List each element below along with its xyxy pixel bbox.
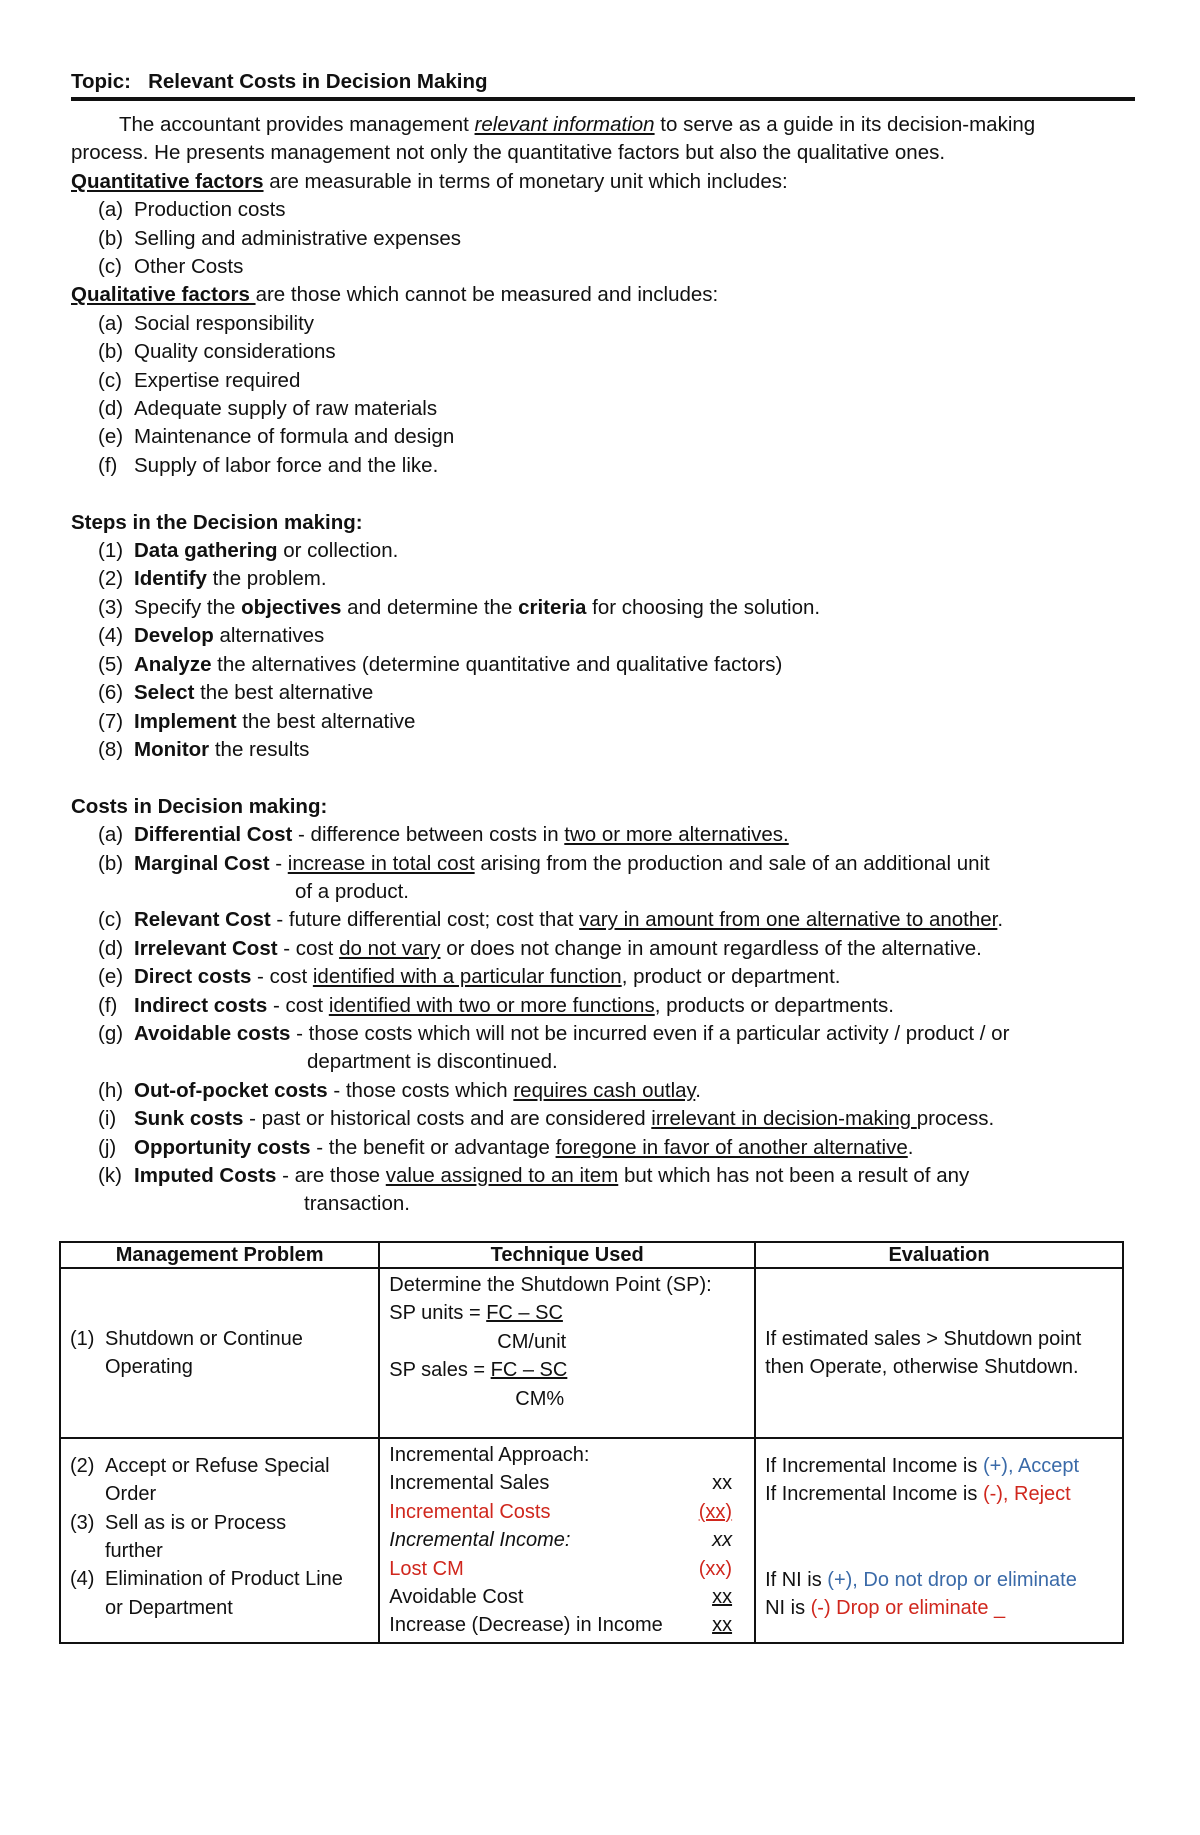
step-label: (4) [98, 624, 124, 648]
cost-item-indirect [71, 992, 1135, 1020]
step-label: (3) [98, 595, 124, 619]
cost-text: - past or historical costs and are considered [243, 1107, 652, 1131]
cost-item-relevant [71, 906, 1135, 934]
topic-title: Relevant Costs in Decision Making [148, 70, 488, 93]
row-value: xx [712, 1529, 733, 1552]
sp-sales-denominator: CM% [515, 1387, 565, 1410]
sp-sales-numerator: FC – SC [490, 1359, 568, 1382]
row-value: xx [712, 1614, 733, 1637]
decision-table [59, 1241, 1124, 1644]
step-keyword: Monitor [134, 737, 210, 761]
intro-paragraph-line2: process. He presents management not only the quantitative factors but also the qualitative ones. [71, 141, 946, 165]
step-text: Specify the [134, 595, 242, 619]
cost-item-differential [71, 821, 1135, 849]
evaluation-text: If NI is [765, 1568, 828, 1591]
row-label: Incremental Costs [389, 1500, 551, 1523]
list-item [71, 423, 1135, 451]
step-text: the problem. [206, 567, 327, 591]
cost-label: (d) [98, 936, 124, 960]
item-text: Selling and administrative expenses [134, 226, 462, 250]
qualitative-term: Qualitative factors [71, 283, 256, 307]
cost-underlined: value assigned to an item [385, 1164, 619, 1187]
cost-underlined: irrelevant in decision-making [651, 1107, 917, 1131]
item-text: Social responsibility [134, 311, 315, 335]
item-label: (c) [98, 255, 122, 279]
cost-item-imputed-cont: transaction. [304, 1192, 410, 1216]
evaluation-action: Drop or eliminate _ [830, 1597, 1006, 1620]
cost-label: (k) [98, 1164, 122, 1187]
evaluation-sign: (-) [982, 1483, 1003, 1506]
technique-row [389, 1498, 732, 1526]
cost-label: (f) [98, 993, 118, 1017]
cost-item-out-of-pocket [71, 1077, 1135, 1105]
quantitative-desc: are measurable in terms of monetary unit which includes: [263, 169, 788, 193]
step-keyword: objectives [241, 595, 342, 619]
cost-text: , product or department. [621, 965, 841, 989]
cost-label: (e) [98, 965, 124, 989]
sp-units-numerator: FC – SC [486, 1302, 563, 1325]
item-text: Other Costs [134, 255, 244, 279]
technique-heading: Incremental Approach: [389, 1444, 590, 1466]
cost-term: Irrelevant Cost [134, 936, 278, 960]
cost-text: , products or departments. [654, 993, 894, 1017]
row-label: Lost CM [389, 1557, 464, 1580]
item-label: (b) [98, 226, 124, 250]
list-item [71, 395, 1135, 423]
problem-text: Shutdown or Continue [105, 1327, 303, 1350]
cost-text: or does not change in amount regardless of the alternative. [440, 936, 982, 960]
step-text: the best alternative [236, 709, 416, 733]
cost-label: (a) [98, 823, 124, 847]
cost-underlined: identified with two or more functions [328, 993, 655, 1017]
intro-text: The accountant provides management [119, 113, 475, 136]
cost-term: Avoidable costs [134, 1021, 291, 1045]
step-item [71, 622, 1135, 650]
technique-row [389, 1583, 732, 1611]
problem-text: or Department [105, 1596, 233, 1619]
cost-item-irrelevant [71, 935, 1135, 963]
list-item [71, 253, 1135, 281]
step-item [71, 679, 1135, 707]
item-label: (e) [98, 425, 124, 449]
intro-paragraph-line1 [71, 111, 1135, 139]
problem-text: Elimination of Product Line [105, 1568, 343, 1591]
evaluation-text: If Incremental Income is [765, 1455, 983, 1477]
row-label: Increase (Decrease) in Income [389, 1614, 663, 1637]
list-item [71, 338, 1135, 366]
cost-underlined: requires cash outlay [513, 1078, 696, 1102]
cost-label: (h) [98, 1078, 124, 1102]
cost-label: (c) [98, 908, 122, 932]
qualitative-factors-heading [71, 281, 1135, 309]
item-label: (b) [98, 340, 124, 364]
cost-text: - the benefit or advantage [310, 1135, 556, 1159]
cost-item-imputed [71, 1162, 1135, 1190]
cost-underlined: two or more alternatives. [564, 823, 789, 847]
item-label: (f) [98, 453, 118, 477]
technique-row [389, 1526, 732, 1554]
cost-term: Differential Cost [134, 823, 293, 847]
technique-row [389, 1555, 732, 1583]
cost-item-direct [71, 963, 1135, 991]
list-item [71, 196, 1135, 224]
list-item [71, 452, 1135, 480]
cost-underlined: vary in amount from one alternative to another [579, 908, 998, 932]
document-page [71, 70, 1135, 1219]
cost-text: - difference between costs in [292, 823, 565, 847]
problem-text: Order [105, 1483, 157, 1506]
step-item [71, 708, 1135, 736]
list-item [71, 310, 1135, 338]
item-text: Supply of labor force and the like. [134, 453, 439, 477]
problem-label: (2) [70, 1454, 95, 1477]
technique-row [389, 1611, 732, 1639]
cost-underlined: foregone in favor of another alternative [555, 1135, 908, 1159]
cost-term: Indirect costs [134, 993, 268, 1017]
cost-term: Sunk costs [134, 1107, 244, 1131]
spacer [71, 764, 1135, 792]
step-keyword: Identify [134, 567, 207, 591]
cost-text: process. [916, 1107, 995, 1131]
evaluation-action: , Reject [1002, 1483, 1071, 1506]
cost-term: Opportunity costs [134, 1135, 311, 1159]
problem-text: further [105, 1540, 163, 1562]
cost-underlined: increase in total cost [287, 851, 475, 875]
cell-problem [60, 1438, 379, 1643]
step-label: (6) [98, 681, 124, 705]
cell-technique [379, 1268, 755, 1438]
header-evaluation: Evaluation [755, 1242, 1123, 1268]
evaluation-text: then Operate, otherwise Shutdown. [765, 1356, 1079, 1378]
topic-label: Topic: [71, 70, 131, 93]
step-text: the best alternative [194, 681, 374, 705]
evaluation-action: , Accept [1007, 1455, 1080, 1477]
cost-item-opportunity [71, 1134, 1135, 1162]
row-label: Incremental Income: [389, 1529, 571, 1552]
costs-heading [71, 793, 1135, 821]
intro-text-cont: to serve as a guide in its decision-making [654, 113, 1036, 136]
row-value: xx [712, 1586, 733, 1609]
cell-evaluation [755, 1438, 1123, 1643]
cost-label: (b) [98, 851, 124, 875]
row-value: (xx) [698, 1500, 733, 1523]
problem-text: Operating [105, 1356, 193, 1378]
step-keyword: Implement [134, 709, 237, 733]
cost-item-sunk [71, 1105, 1135, 1133]
step-text: the results [209, 737, 310, 761]
cost-underlined: do not vary [339, 936, 441, 960]
evaluation-reject [765, 1480, 1113, 1508]
evaluation-keep [765, 1566, 1113, 1594]
spacer [71, 480, 1135, 508]
evaluation-accept [765, 1452, 1113, 1480]
cost-text: - cost [277, 936, 340, 960]
problem-label: (4) [70, 1568, 95, 1591]
row-label: Incremental Sales [389, 1472, 550, 1495]
list-item [71, 225, 1135, 253]
costs-heading-text: Costs in Decision making: [71, 794, 328, 818]
cost-text: but which has not been a result of any [618, 1164, 970, 1187]
sp-sales-label: SP sales = [389, 1359, 491, 1382]
evaluation-text: If estimated sales > Shutdown point [765, 1327, 1082, 1350]
cost-text: . [695, 1078, 701, 1102]
step-keyword: Develop [134, 624, 214, 648]
item-label: (a) [98, 311, 124, 335]
step-item [71, 565, 1135, 593]
cost-label: (i) [98, 1107, 117, 1131]
step-keyword: Data gathering [134, 539, 278, 563]
sp-units-label: SP units = [389, 1302, 487, 1325]
cost-item-avoidable-cont: department is discontinued. [307, 1050, 558, 1074]
row-value: xx [712, 1472, 733, 1495]
step-item [71, 594, 1135, 622]
item-text: Production costs [134, 198, 286, 222]
step-text: for choosing the solution. [586, 595, 821, 619]
cost-text: - are those [276, 1164, 386, 1187]
relevant-information-emphasis: relevant information [474, 113, 655, 136]
step-keyword: Select [134, 681, 195, 705]
table-row-incremental [60, 1438, 1123, 1643]
cell-technique [379, 1438, 755, 1643]
row-value: (xx) [698, 1557, 733, 1580]
cost-item-avoidable [71, 1020, 1135, 1048]
cell-evaluation [755, 1268, 1123, 1438]
header-management-problem: Management Problem [60, 1242, 379, 1268]
qualitative-desc: are those which cannot be measured and includes: [255, 283, 719, 307]
step-text: and determine the [341, 595, 519, 619]
evaluation-text: If Incremental Income is [765, 1483, 983, 1506]
cost-text: - those costs which [327, 1078, 514, 1102]
cost-underlined: identified with a particular function [312, 965, 622, 989]
steps-heading [71, 509, 1135, 537]
cost-text: arising from the production and sale of an additional unit [474, 851, 990, 875]
step-label: (7) [98, 709, 124, 733]
cost-term: Imputed Costs [134, 1164, 277, 1187]
steps-heading-text: Steps in the Decision making: [71, 510, 363, 534]
cost-term: Out-of-pocket costs [134, 1078, 328, 1102]
step-text: or collection. [277, 539, 399, 563]
list-item [71, 367, 1135, 395]
cost-label: (g) [98, 1021, 124, 1045]
step-label: (5) [98, 652, 124, 676]
problem-label: (1) [70, 1327, 95, 1350]
evaluation-sign: (-) [810, 1597, 831, 1620]
quantitative-factors-heading [71, 168, 1135, 196]
cost-term: Relevant Cost [134, 908, 271, 932]
cost-term: Direct costs [134, 965, 252, 989]
technique-row [389, 1469, 732, 1497]
cost-text: - cost [251, 965, 313, 989]
step-text: alternatives [213, 624, 325, 648]
evaluation-text: NI is [765, 1597, 811, 1620]
step-item [71, 537, 1135, 565]
evaluation-action: , Do not drop or eliminate [852, 1568, 1077, 1591]
item-label: (d) [98, 397, 124, 421]
cost-label: (j) [98, 1135, 117, 1159]
step-label: (1) [98, 539, 124, 563]
problem-text: Sell as is or Process [105, 1511, 287, 1534]
evaluation-drop [765, 1594, 1113, 1622]
evaluation-sign: (+) [827, 1568, 853, 1591]
table-row-shutdown [60, 1268, 1123, 1438]
cost-text: . [907, 1135, 914, 1159]
cost-item-marginal-cont: of a product. [295, 879, 409, 903]
evaluation-sign: (+) [982, 1455, 1008, 1477]
item-label: (a) [98, 198, 124, 222]
cost-text: - those costs which will not be incurred even if a particular activity / product / or [290, 1021, 1010, 1045]
step-keyword: Analyze [134, 652, 212, 676]
technique-heading: Determine the Shutdown Point (SP): [389, 1274, 712, 1296]
step-keyword: criteria [518, 595, 587, 619]
item-label: (c) [98, 368, 122, 392]
step-item [71, 651, 1135, 679]
sp-units-denominator: CM/unit [497, 1330, 567, 1353]
item-text: Maintenance of formula and design [134, 425, 455, 449]
item-text: Quality considerations [134, 340, 336, 364]
quantitative-term: Quantitative factors [71, 169, 264, 193]
cost-text: - cost [267, 993, 329, 1017]
cell-problem [60, 1268, 379, 1438]
step-label: (8) [98, 737, 124, 761]
cost-text: - [269, 851, 288, 875]
row-label: Avoidable Cost [389, 1586, 524, 1609]
cost-item-marginal [71, 850, 1135, 878]
cost-term: Marginal Cost [134, 851, 270, 875]
cost-text: - future differential cost; cost that [270, 908, 580, 932]
cost-text: . [997, 908, 1004, 932]
topic-heading [71, 70, 1135, 101]
item-text: Expertise required [134, 368, 301, 392]
problem-label: (3) [70, 1511, 95, 1534]
problem-text: Accept or Refuse Special [105, 1454, 330, 1477]
header-technique-used: Technique Used [379, 1242, 755, 1268]
table-header-row [60, 1242, 1123, 1268]
step-item [71, 736, 1135, 764]
step-text: the alternatives (determine quantitative and qualitative factors) [211, 652, 783, 676]
item-text: Adequate supply of raw materials [134, 397, 438, 421]
step-label: (2) [98, 567, 124, 591]
